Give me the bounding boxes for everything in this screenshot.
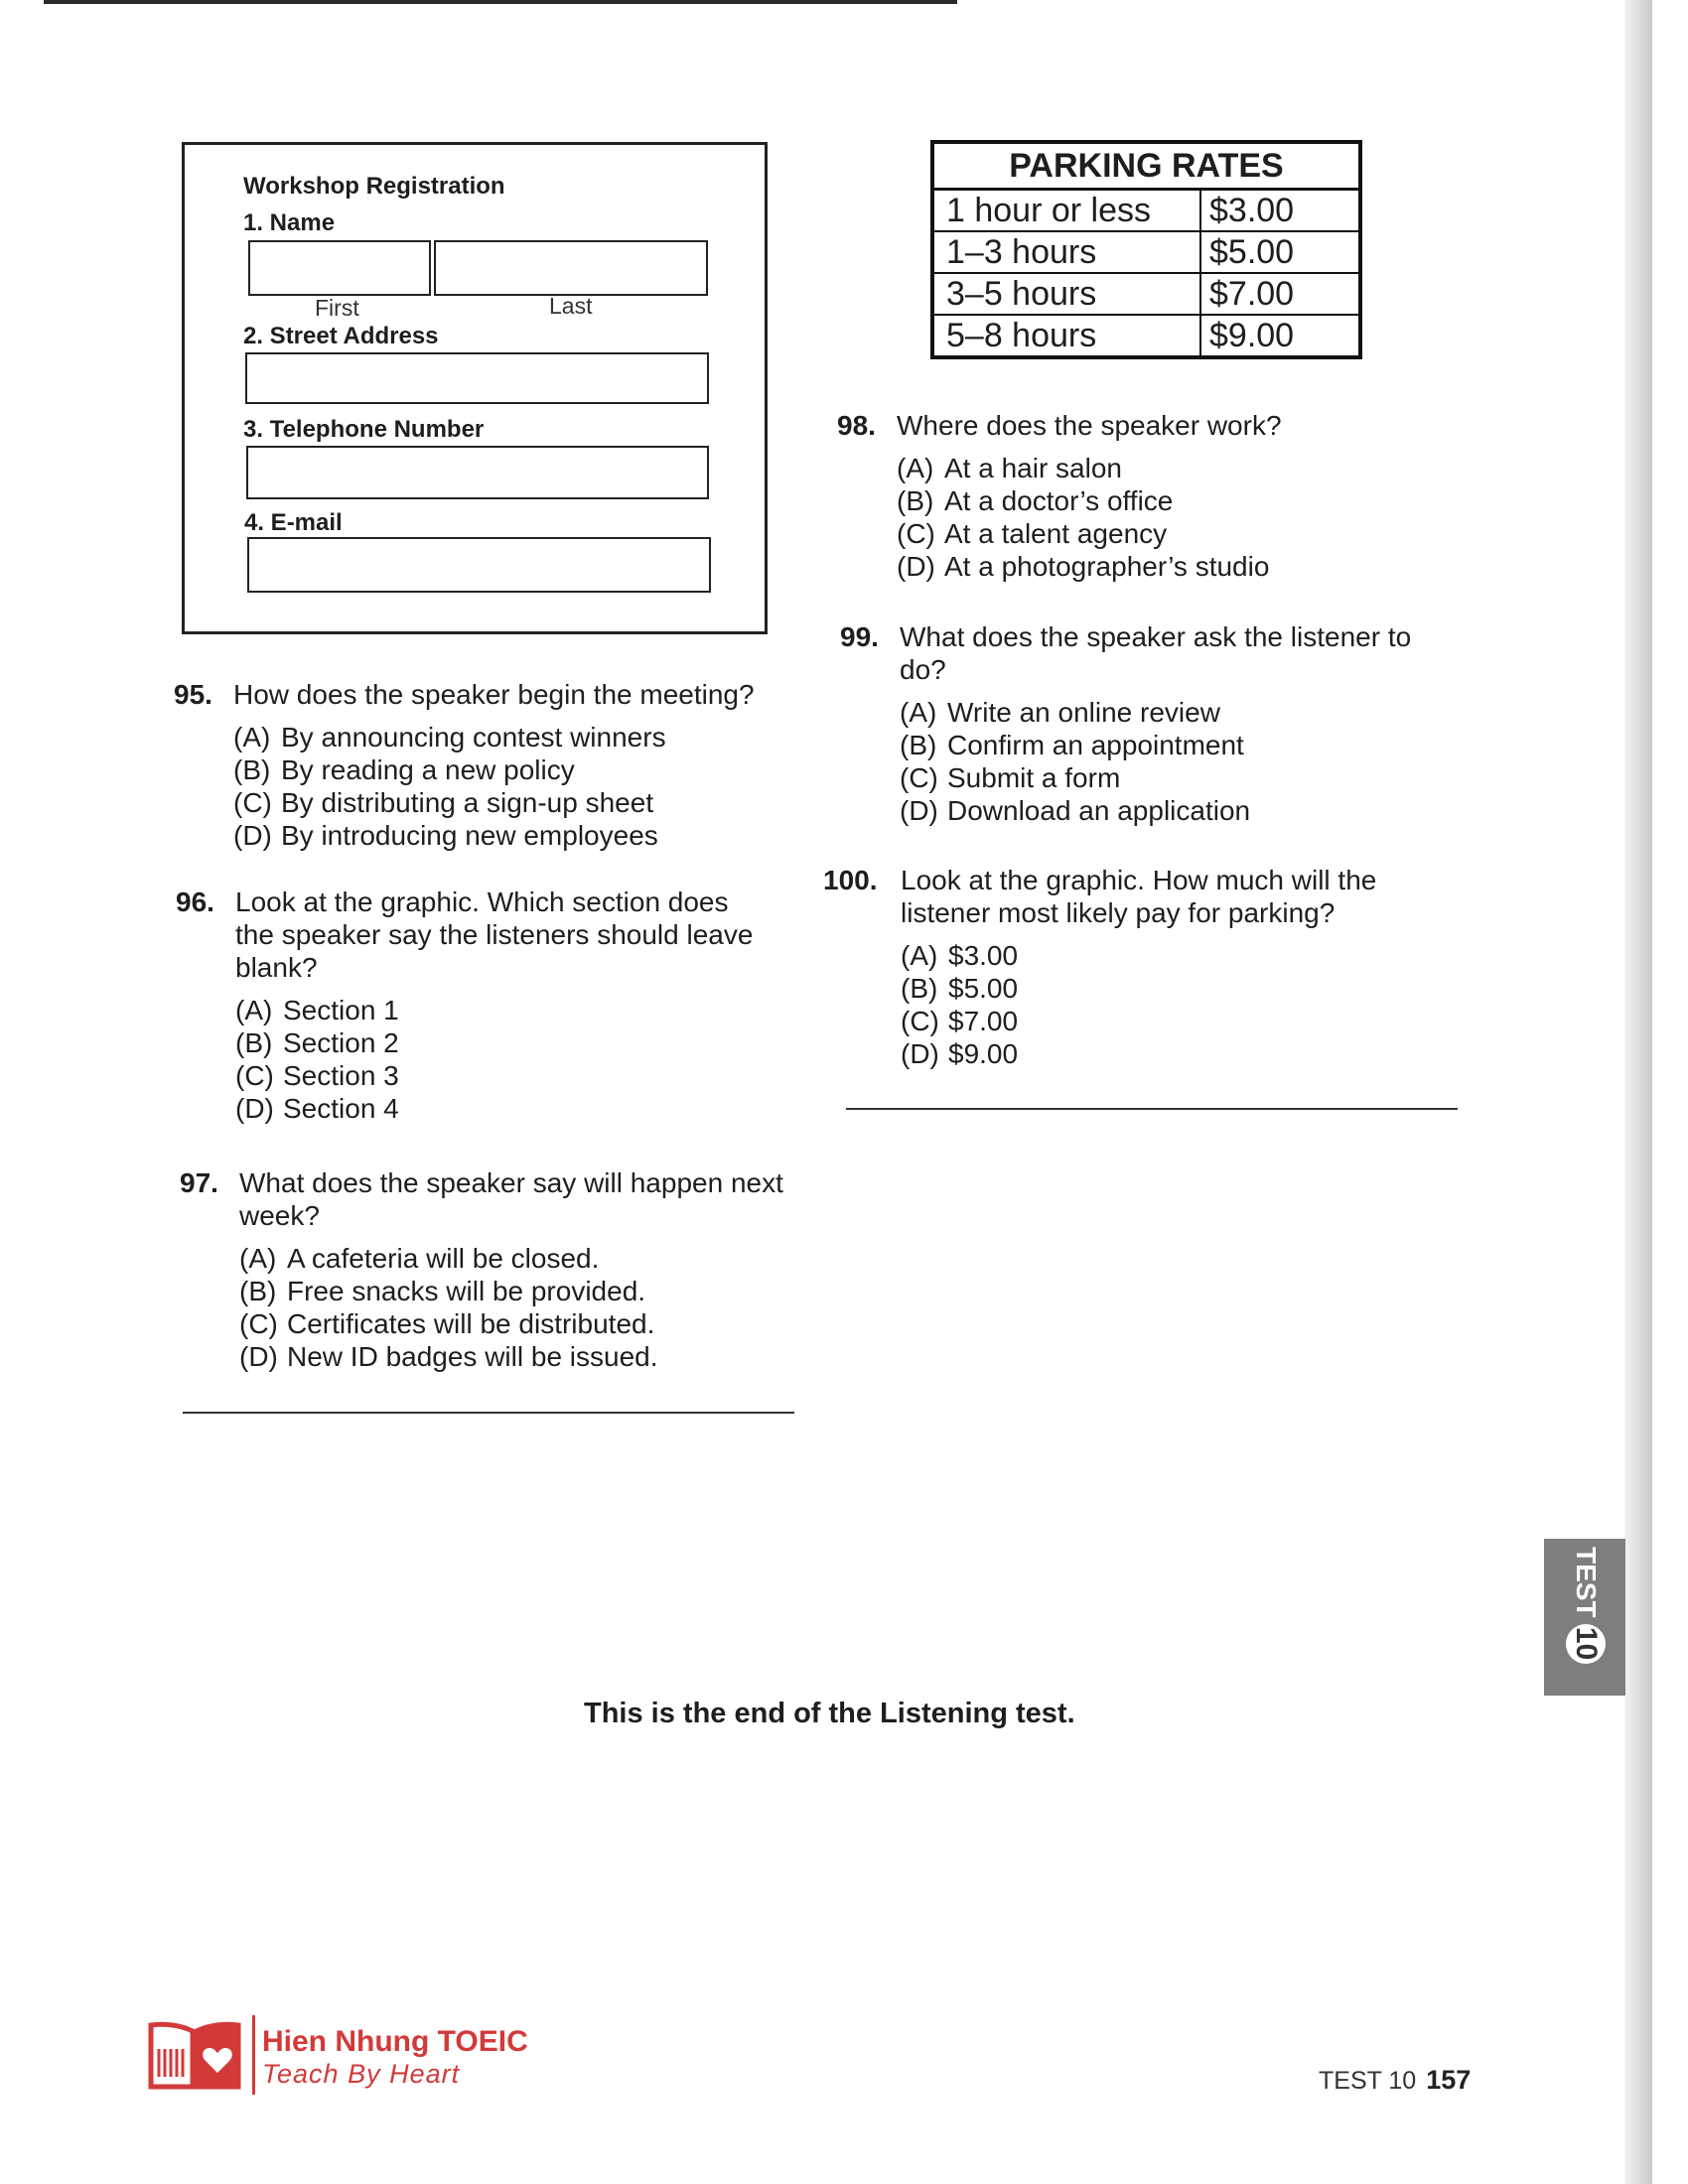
answer-option[interactable] bbox=[897, 550, 1453, 583]
option-letter: (A) bbox=[901, 940, 938, 971]
option-text: New ID badges will be issued. bbox=[287, 1341, 658, 1372]
option-text: $5.00 bbox=[948, 973, 1019, 1004]
answer-options bbox=[900, 696, 1416, 827]
answer-option[interactable] bbox=[233, 753, 789, 786]
answer-option[interactable] bbox=[239, 1275, 795, 1307]
street-address-box bbox=[245, 352, 709, 404]
answer-option[interactable] bbox=[900, 794, 1416, 827]
option-letter: (A) bbox=[900, 697, 937, 728]
option-text: At a talent agency bbox=[944, 518, 1168, 549]
option-letter: (D) bbox=[239, 1341, 278, 1372]
option-text: At a photographer’s studio bbox=[944, 551, 1270, 582]
option-letter: (C) bbox=[901, 1006, 939, 1036]
answer-options bbox=[897, 452, 1453, 583]
question-stem: Where does the speaker work? bbox=[897, 410, 1282, 441]
option-letter: (B) bbox=[901, 973, 938, 1004]
email-box bbox=[247, 537, 711, 593]
answer-option[interactable] bbox=[239, 1242, 795, 1275]
option-letter: (B) bbox=[233, 754, 271, 785]
answer-option[interactable] bbox=[235, 1092, 772, 1125]
parking-duration: 5–8 hours bbox=[934, 316, 1201, 355]
parking-row bbox=[934, 232, 1358, 274]
option-letter: (D) bbox=[897, 551, 935, 582]
option-text: $3.00 bbox=[948, 940, 1019, 971]
option-text: Free snacks will be provided. bbox=[287, 1276, 646, 1306]
brand-name: Hien Nhung TOEIC bbox=[262, 2025, 528, 2058]
answer-option[interactable] bbox=[233, 819, 789, 852]
first-name-box bbox=[248, 240, 431, 296]
question-stem: What does the speaker say will happen next week? bbox=[239, 1167, 783, 1231]
page-number: 157 bbox=[1426, 2065, 1472, 2095]
answer-options bbox=[901, 939, 1439, 1070]
option-letter: (C) bbox=[239, 1308, 278, 1339]
option-text: By reading a new policy bbox=[281, 754, 575, 785]
side-tab-number: 10 bbox=[1566, 1624, 1606, 1664]
answer-option[interactable] bbox=[900, 696, 1416, 729]
answer-options bbox=[233, 721, 789, 852]
answer-option[interactable] bbox=[233, 721, 789, 753]
option-text: Certificates will be distributed. bbox=[287, 1308, 655, 1339]
option-letter: (C) bbox=[897, 518, 935, 549]
option-letter: (D) bbox=[235, 1093, 274, 1124]
parking-duration: 1 hour or less bbox=[934, 191, 1201, 230]
option-letter: (A) bbox=[897, 453, 934, 483]
parking-duration: 3–5 hours bbox=[934, 274, 1201, 314]
answer-options bbox=[235, 994, 772, 1125]
option-text: Download an application bbox=[947, 795, 1251, 826]
answer-option[interactable] bbox=[897, 517, 1453, 550]
brand-tagline: Teach By Heart bbox=[262, 2059, 461, 2089]
parking-duration: 1–3 hours bbox=[934, 232, 1201, 272]
test-side-tab bbox=[1544, 1539, 1625, 1696]
footer-test-label: TEST 10 bbox=[1319, 2067, 1417, 2095]
side-tab-text: TEST bbox=[1571, 1547, 1602, 1618]
side-tab-label bbox=[1566, 1547, 1606, 1664]
question-99 bbox=[840, 620, 1416, 827]
logo-divider bbox=[252, 2015, 255, 2095]
form-label-street: 2. Street Address bbox=[243, 323, 439, 349]
question-number: 98. bbox=[837, 410, 876, 441]
answer-option[interactable] bbox=[901, 1037, 1439, 1070]
form-title: Workshop Registration bbox=[243, 173, 505, 200]
parking-price: $3.00 bbox=[1209, 192, 1295, 229]
answer-option[interactable] bbox=[900, 729, 1416, 761]
option-letter: (D) bbox=[901, 1038, 939, 1069]
option-letter: (A) bbox=[239, 1243, 277, 1274]
option-text: Write an online review bbox=[947, 697, 1220, 728]
option-letter: (C) bbox=[233, 787, 272, 818]
option-text: By announcing contest winners bbox=[281, 722, 666, 752]
page-footer bbox=[1319, 2065, 1471, 2096]
parking-rates-table bbox=[930, 140, 1362, 359]
option-letter: (D) bbox=[900, 795, 938, 826]
answer-option[interactable] bbox=[235, 994, 772, 1026]
answer-option[interactable] bbox=[235, 1026, 772, 1059]
question-95 bbox=[174, 678, 789, 852]
option-text: Section 1 bbox=[283, 995, 399, 1025]
question-number: 99. bbox=[840, 621, 879, 652]
answer-option[interactable] bbox=[239, 1307, 795, 1340]
option-letter: (A) bbox=[233, 722, 271, 752]
option-text: Section 4 bbox=[283, 1093, 399, 1124]
page-edge-shadow bbox=[1624, 0, 1652, 2184]
answer-option[interactable] bbox=[239, 1340, 795, 1373]
answer-option[interactable] bbox=[901, 1005, 1439, 1037]
question-number: 95. bbox=[174, 679, 212, 710]
last-name-box bbox=[434, 240, 708, 296]
question-number: 96. bbox=[176, 887, 214, 917]
parking-row bbox=[934, 191, 1358, 232]
answer-option[interactable] bbox=[235, 1059, 772, 1092]
answer-option[interactable] bbox=[900, 761, 1416, 794]
answer-option[interactable] bbox=[901, 972, 1439, 1005]
last-caption: Last bbox=[549, 293, 593, 319]
question-100 bbox=[823, 864, 1439, 1070]
question-number: 97. bbox=[180, 1167, 218, 1198]
option-text: At a hair salon bbox=[944, 453, 1122, 483]
option-text: Section 3 bbox=[283, 1060, 399, 1091]
question-stem: Look at the graphic. Which section does the speaker say the listeners should leave blank? bbox=[235, 887, 754, 983]
option-letter: (D) bbox=[233, 820, 272, 851]
parking-row bbox=[934, 274, 1358, 316]
end-of-listening-notice: This is the end of the Listening test. bbox=[584, 1698, 1075, 1729]
option-letter: (B) bbox=[900, 730, 937, 760]
parking-price: $7.00 bbox=[1209, 275, 1295, 313]
option-text: Submit a form bbox=[947, 762, 1121, 793]
parking-row bbox=[934, 316, 1358, 355]
option-text: $9.00 bbox=[948, 1038, 1019, 1069]
telephone-box bbox=[246, 446, 709, 499]
question-96 bbox=[176, 886, 772, 1125]
question-stem: What does the speaker ask the listener to do? bbox=[900, 621, 1412, 685]
question-stem: How does the speaker begin the meeting? bbox=[233, 679, 755, 710]
option-text: By distributing a sign-up sheet bbox=[281, 787, 654, 818]
option-letter: (B) bbox=[897, 485, 934, 516]
first-caption: First bbox=[315, 295, 359, 321]
parking-title: PARKING RATES bbox=[934, 144, 1358, 191]
parking-price: $5.00 bbox=[1209, 233, 1295, 271]
form-label-email: 4. E-mail bbox=[244, 509, 343, 536]
option-text: At a doctor’s office bbox=[944, 485, 1174, 516]
option-text: Section 2 bbox=[283, 1027, 399, 1058]
answer-option[interactable] bbox=[897, 452, 1453, 484]
option-text: By introducing new employees bbox=[281, 820, 658, 851]
section-divider bbox=[846, 1108, 1458, 1110]
option-letter: (B) bbox=[235, 1027, 273, 1058]
option-letter: (B) bbox=[239, 1276, 277, 1306]
section-divider bbox=[183, 1412, 794, 1414]
question-number: 100. bbox=[823, 865, 878, 895]
option-letter: (C) bbox=[900, 762, 938, 793]
option-letter: (A) bbox=[235, 995, 273, 1025]
answer-option[interactable] bbox=[233, 786, 789, 819]
book-heart-icon bbox=[145, 2015, 244, 2093]
option-letter: (C) bbox=[235, 1060, 274, 1091]
form-label-name: 1. Name bbox=[243, 209, 336, 236]
question-98 bbox=[837, 409, 1453, 583]
option-text: A cafeteria will be closed. bbox=[287, 1243, 600, 1274]
parking-price: $9.00 bbox=[1209, 317, 1295, 354]
option-text: $7.00 bbox=[948, 1006, 1019, 1036]
question-97 bbox=[180, 1166, 795, 1373]
form-label-telephone: 3. Telephone Number bbox=[243, 416, 485, 443]
question-stem: Look at the graphic. How much will the listener most likely pay for parking? bbox=[901, 865, 1377, 928]
answer-options bbox=[239, 1242, 795, 1373]
answer-option[interactable] bbox=[901, 939, 1439, 972]
option-text: Confirm an appointment bbox=[947, 730, 1244, 760]
top-rule bbox=[44, 0, 957, 4]
answer-option[interactable] bbox=[897, 484, 1453, 517]
